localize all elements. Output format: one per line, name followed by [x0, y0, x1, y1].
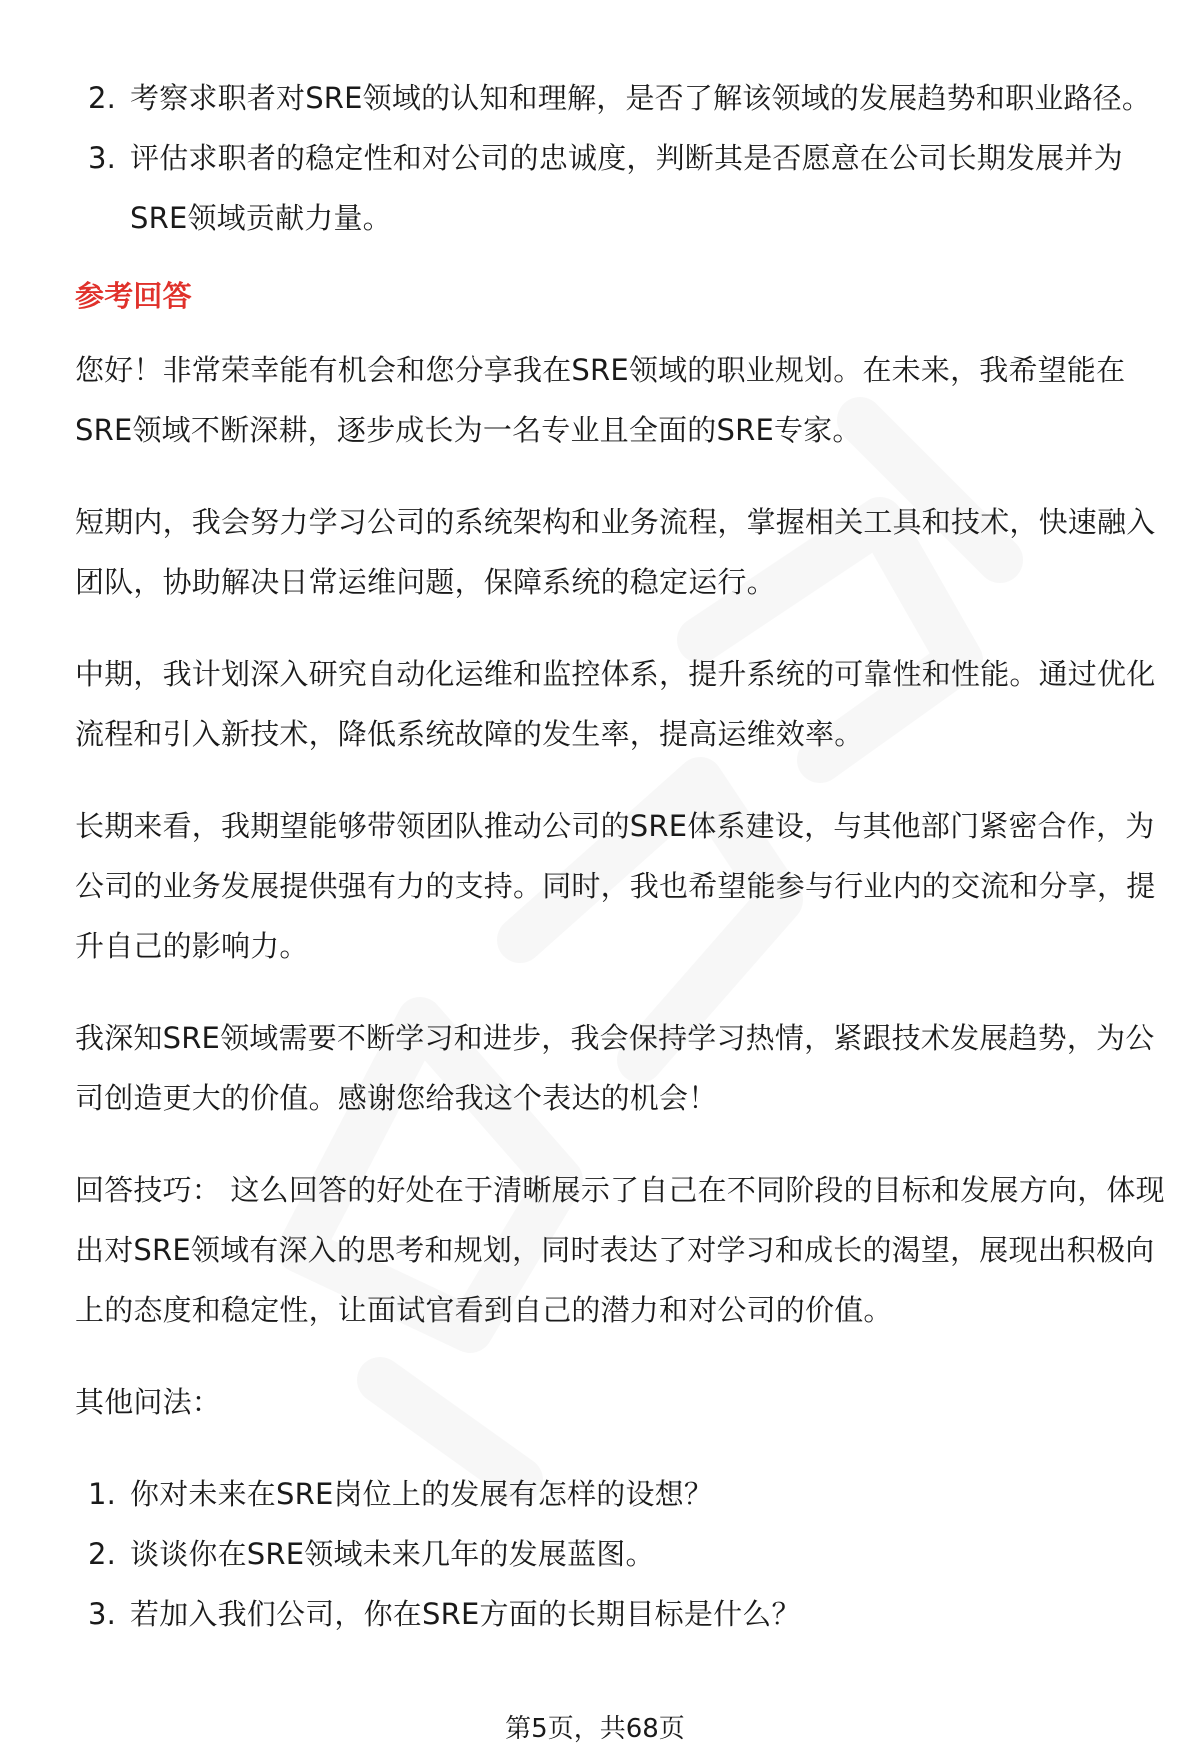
- page-number-footer: 第5页，共68页: [505, 1714, 685, 1744]
- list-item: [75, 1524, 1175, 1584]
- list-item: [75, 1464, 1175, 1524]
- main-content: [75, 68, 1175, 1644]
- list-item-number: 1.: [88, 1477, 117, 1511]
- list-item-text: 你对未来在SRE岗位上的发展有怎样的设想？: [130, 1477, 714, 1511]
- paragraph-closing: 我深知SRE领域需要不断学习和进步，我会保持学习热情，紧跟技术发展趋势，为公司创造更大的价值。感谢您给我这个表达的机会！: [75, 1021, 1155, 1115]
- list-item-number: 2.: [88, 1537, 117, 1571]
- list-item: [75, 1584, 1175, 1644]
- list-item: [75, 128, 1175, 248]
- list-item-text: 评估求职者的稳定性和对公司的忠诚度，判断其是否愿意在公司长期发展并为SRE领域贡献力量。: [130, 141, 1123, 235]
- paragraph-long-term: 长期来看，我期望能够带领团队推动公司的SRE体系建设，与其他部门紧密合作，为公司的业务发展提供强有力的支持。同时，我也希望能参与行业内的交流和分享，提升自己的影响力。: [75, 809, 1156, 963]
- bottom-numbered-list: [75, 1464, 1175, 1644]
- list-item: [75, 68, 1175, 128]
- paragraph-answer-tips: 回答技巧： 这么回答的好处在于清晰展示了自己在不同阶段的目标和发展方向，体现出对SRE领域有深入的思考和规划，同时表达了对学习和成长的渴望，展现出积极向上的态度和稳定性，让面试官看到自己的潜力和对公司的价值。: [75, 1173, 1165, 1327]
- list-item-number: 2.: [88, 81, 117, 115]
- paragraph-mid-term: 中期，我计划深入研究自动化运维和监控体系，提升系统的可靠性和性能。通过优化流程和引入新技术，降低系统故障的发生率，提高运维效率。: [75, 657, 1156, 751]
- list-item-number: 3.: [88, 141, 117, 175]
- paragraph-short-term: 短期内，我会努力学习公司的系统架构和业务流程，掌握相关工具和技术，快速融入团队，协助解决日常运维问题，保障系统的稳定运行。: [75, 505, 1156, 599]
- paragraph-greeting: 您好！非常荣幸能有机会和您分享我在SRE领域的职业规划。在未来，我希望能在SRE领域不断深耕，逐步成长为一名专业且全面的SRE专家。: [75, 353, 1126, 447]
- list-item-text: 谈谈你在SRE领域未来几年的发展蓝图。: [130, 1537, 655, 1571]
- paragraph-other-questions-label: 其他问法：: [75, 1385, 222, 1419]
- list-item-text: 考察求职者对SRE领域的认知和理解，是否了解该领域的发展趋势和职业路径。: [130, 81, 1152, 115]
- list-item-text: 若加入我们公司，你在SRE方面的长期目标是什么？: [130, 1597, 801, 1631]
- list-item-number: 3.: [88, 1597, 117, 1631]
- section-heading: 参考回答: [75, 279, 192, 313]
- top-numbered-list: [75, 68, 1175, 248]
